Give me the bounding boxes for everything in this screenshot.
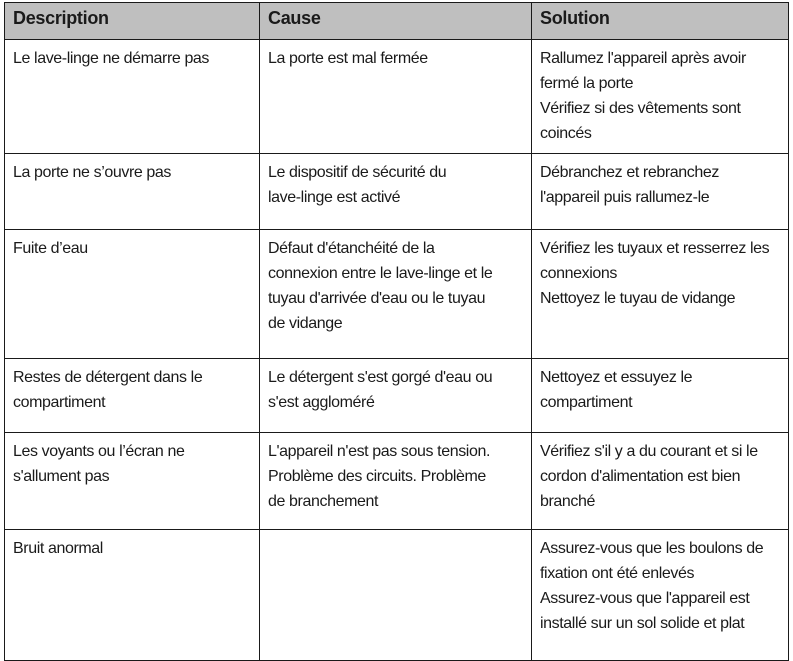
- cause-text: Le détergent s'est gorgé d'eau ou: [268, 369, 493, 386]
- solution-text: Nettoyez le tuyau de vidange: [540, 290, 736, 307]
- solution-text: Nettoyez et essuyez le: [540, 369, 693, 386]
- solution-text: l'appareil puis rallumez-le: [540, 189, 710, 206]
- table-row: [5, 433, 789, 530]
- table-header-row: [5, 3, 789, 40]
- troubleshooting-table: [4, 2, 789, 661]
- solution-text: Assurez-vous que les boulons de: [540, 540, 764, 557]
- solution-text: compartiment: [540, 394, 633, 411]
- table-row: [5, 359, 789, 433]
- solution-text: connexions: [540, 265, 617, 282]
- solution-cell: [532, 530, 789, 661]
- cause-text: lave-linge est activé: [268, 189, 401, 206]
- description-cell: [5, 154, 260, 230]
- description-cell: [5, 40, 260, 154]
- cause-cell: [260, 230, 532, 359]
- table-row: [5, 154, 789, 230]
- description-text: s'allument pas: [13, 468, 110, 485]
- cause-text: Défaut d'étanchéité de la: [268, 240, 435, 257]
- solution-cell: [532, 154, 789, 230]
- solution-text: fermé la porte: [540, 75, 634, 92]
- description-cell: [5, 359, 260, 433]
- table-row: [5, 530, 789, 661]
- solution-text: coincés: [540, 125, 592, 142]
- description-text: Restes de détergent dans le: [13, 369, 203, 386]
- solution-text: Vérifiez s'il y a du courant et si le: [540, 443, 758, 460]
- cause-text: s'est aggloméré: [268, 394, 375, 411]
- cause-text: Le dispositif de sécurité du: [268, 164, 447, 181]
- solution-cell: [532, 40, 789, 154]
- cause-cell: [260, 359, 532, 433]
- description-text: La porte ne s’ouvre pas: [13, 164, 172, 181]
- cause-text: de branchement: [268, 493, 379, 510]
- description-text: Les voyants ou l’écran ne: [13, 443, 185, 460]
- description-text: compartiment: [13, 394, 106, 411]
- description-text: Le lave-linge ne démarre pas: [13, 50, 210, 67]
- description-text: Fuite d’eau: [13, 240, 88, 257]
- cause-cell: [260, 530, 532, 661]
- cause-text: connexion entre le lave-linge et le: [268, 265, 493, 282]
- description-cell: [5, 530, 260, 661]
- solution-text: Débranchez et rebranchez: [540, 164, 719, 181]
- cause-text: La porte est mal fermée: [268, 50, 428, 67]
- cause-cell: [260, 40, 532, 154]
- header-description: Description: [5, 3, 260, 40]
- table-row: [5, 40, 789, 154]
- solution-text: branché: [540, 493, 596, 510]
- solution-text: fixation ont été enlevés: [540, 565, 695, 582]
- header-cause: Cause: [260, 3, 532, 40]
- table-row: [5, 230, 789, 359]
- cause-text: tuyau d'arrivée d'eau ou le tuyau: [268, 290, 486, 307]
- solution-text: Assurez-vous que l'appareil est: [540, 590, 750, 607]
- description-cell: [5, 230, 260, 359]
- description-text: Bruit anormal: [13, 540, 103, 557]
- solution-text: cordon d'alimentation est bien: [540, 468, 741, 485]
- solution-text: Rallumez l'appareil après avoir: [540, 50, 746, 67]
- description-cell: [5, 433, 260, 530]
- troubleshooting-table-container: [4, 2, 788, 661]
- cause-text: Problème des circuits. Problème: [268, 468, 486, 485]
- solution-text: Vérifiez si des vêtements sont: [540, 100, 741, 117]
- solution-cell: [532, 359, 789, 433]
- cause-text: L'appareil n'est pas sous tension.: [268, 443, 490, 460]
- header-solution: Solution: [532, 3, 789, 40]
- solution-cell: [532, 433, 789, 530]
- cause-text: de vidange: [268, 315, 343, 332]
- cause-cell: [260, 154, 532, 230]
- cause-cell: [260, 433, 532, 530]
- solution-text: installé sur un sol solide et plat: [540, 615, 745, 632]
- solution-cell: [532, 230, 789, 359]
- solution-text: Vérifiez les tuyaux et resserrez les: [540, 240, 770, 257]
